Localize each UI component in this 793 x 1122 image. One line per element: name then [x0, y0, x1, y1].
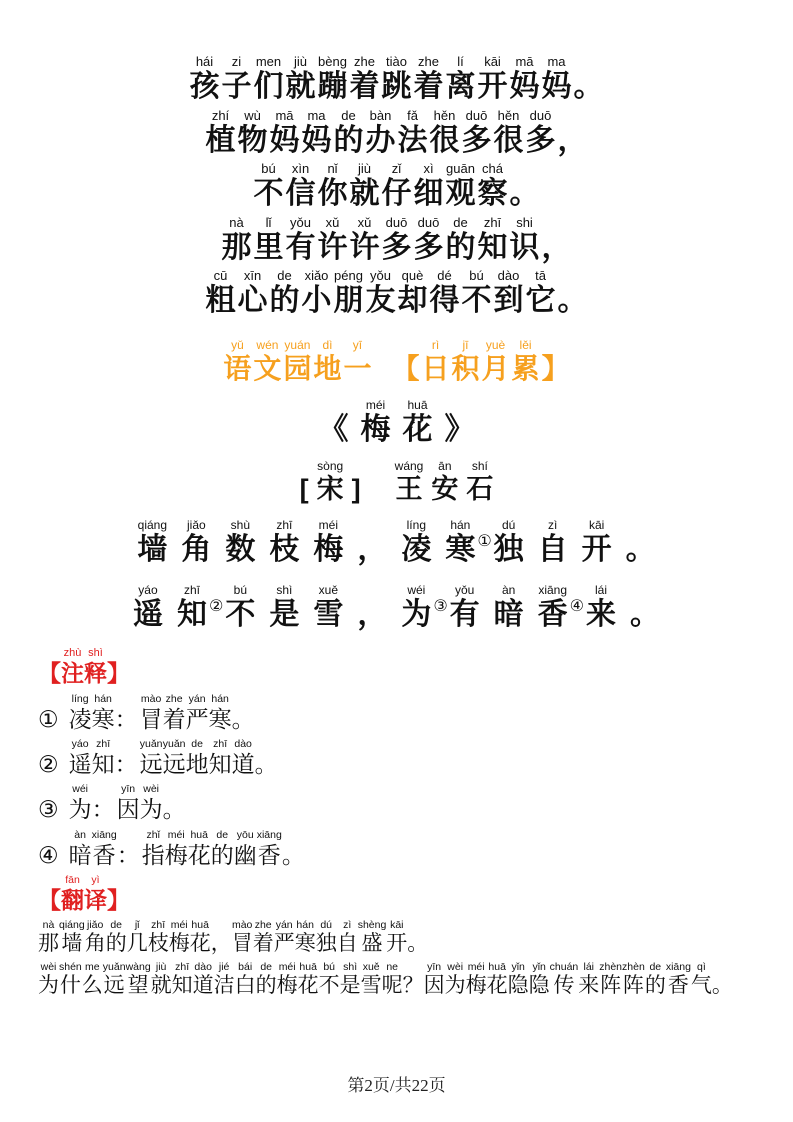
ruby-char: 隐yǐn	[507, 960, 529, 997]
translation-section	[0, 874, 793, 997]
note-item	[38, 693, 771, 732]
ruby-char: 梅méi	[360, 398, 391, 447]
intro-line-5	[0, 268, 793, 318]
ruby-char: 》	[444, 413, 475, 447]
note-item	[38, 783, 771, 822]
ruby-char: 墙qiáng	[59, 919, 85, 956]
ruby-char: 阵zhèn	[622, 960, 645, 997]
intro-poem-block	[0, 54, 793, 318]
ruby-char: 】	[107, 660, 130, 687]
ruby-char: 指zhǐ	[141, 828, 165, 868]
ruby-char: 。	[231, 705, 255, 732]
ruby-char: 很hěn	[429, 107, 460, 157]
intro-line-1	[0, 54, 793, 104]
ruby-char: 望wàng	[125, 960, 151, 997]
ruby-char: 雪xuě	[360, 960, 382, 997]
ruby-char: 多duō	[525, 107, 556, 157]
superscript-note-marker: ②	[208, 597, 224, 615]
ruby-char: 远yuǎn	[162, 737, 186, 777]
ruby-char: 小xiǎo	[301, 268, 332, 318]
ruby-char: 译yì	[84, 873, 107, 913]
page-number: 第2页/共22页	[347, 1076, 446, 1095]
ruby-char: 知zhī	[91, 737, 115, 777]
ruby-char: 察chá	[477, 161, 508, 211]
ruby-char: 地de	[185, 737, 209, 777]
ruby-char: 数shù	[225, 518, 256, 567]
ruby-char: 着zhe	[413, 54, 444, 103]
poem-author	[0, 459, 793, 504]
ruby-char: 自zì	[336, 919, 358, 956]
ruby-char: 】	[541, 352, 570, 384]
ruby-char: ：	[116, 841, 140, 868]
ruby-char: 蹦bèng	[317, 54, 348, 103]
note-definition	[139, 737, 278, 777]
ruby-char: 那nà	[38, 919, 59, 956]
poem-title	[0, 398, 793, 447]
ruby-char: 多duō	[381, 214, 412, 264]
ruby-char: 。	[407, 932, 429, 956]
ruby-char: 妈ma	[541, 54, 572, 103]
ruby-char: 《	[318, 413, 349, 447]
ruby-char: 。	[573, 70, 604, 103]
poem-title-text	[0, 398, 793, 447]
ruby-char: 办bàn	[365, 107, 396, 157]
ruby-char: 孩hái	[189, 54, 220, 103]
note-term	[68, 737, 138, 777]
ruby-char: 独dú	[315, 919, 337, 956]
ruby-char: 气qì	[690, 960, 712, 997]
ruby-char: 阵zhèn	[599, 960, 623, 997]
ruby-char: 枝zhī	[147, 919, 169, 956]
ruby-char: 开kāi	[477, 54, 508, 103]
ruby-char: 的de	[644, 960, 666, 997]
ruby-char: 们men	[253, 54, 284, 103]
note-term	[68, 828, 140, 868]
page-footer	[0, 1071, 793, 1096]
ruby-char: 开kāi	[581, 518, 612, 567]
ruby-char: 石shí	[466, 458, 494, 504]
poem-line-1	[0, 518, 793, 567]
ruby-char: 。	[711, 973, 733, 997]
ruby-char: 妈mā	[269, 107, 300, 157]
ruby-char: 洁jié	[213, 960, 235, 997]
ruby-char: 严yán	[185, 692, 209, 732]
section-heading	[0, 338, 793, 384]
ruby-char: 月yuè	[481, 337, 510, 384]
ruby-char: 凌líng	[68, 692, 92, 732]
ruby-char: 许xǔ	[349, 214, 380, 264]
section-heading-text	[0, 338, 793, 384]
ruby-char: 跳tiào	[381, 54, 412, 103]
ruby-char: 幽yōu	[233, 828, 257, 868]
ruby-char: 到dào	[493, 268, 524, 318]
ruby-char: 遥yáo	[132, 582, 163, 631]
ruby-char: 植zhí	[205, 107, 236, 157]
ruby-char: ：	[114, 705, 138, 732]
note-definition	[116, 783, 186, 823]
note-definition	[141, 828, 305, 868]
ruby-char: 释shì	[84, 647, 107, 687]
ruby-char: 妈mā	[509, 54, 540, 103]
ruby-char: 物wù	[237, 107, 268, 157]
notes-header	[38, 647, 771, 686]
ruby-char: 观guān	[445, 161, 476, 211]
translation-line-1	[38, 919, 771, 956]
ruby-char: 花huā	[187, 828, 211, 868]
ruby-char: ，	[541, 230, 572, 264]
ruby-char: 的de	[255, 960, 277, 997]
ruby-char: 的de	[269, 268, 300, 318]
ruby-char: 多duō	[413, 214, 444, 264]
ruby-char: 墙qiáng	[137, 518, 168, 567]
ruby-char: 角jiǎo	[181, 518, 212, 567]
ruby-char: 为wèi	[444, 960, 466, 997]
ruby-char: 么me	[81, 960, 103, 997]
ruby-char: 远yuǎn	[102, 960, 126, 997]
ruby-char: 冒mào	[139, 692, 163, 732]
ruby-char: 信xìn	[285, 161, 316, 211]
translation-line-2	[38, 961, 771, 998]
note-item	[38, 829, 771, 868]
ruby-char: 知zhī	[171, 960, 193, 997]
ruby-char: [	[299, 473, 309, 504]
ruby-char: 因yīn	[116, 783, 140, 823]
ruby-char: 暗àn	[493, 582, 524, 631]
ruby-char: 知zhī	[176, 582, 207, 631]
ruby-char: 安ān	[431, 458, 459, 504]
ruby-char: 来lái	[586, 582, 617, 631]
ruby-char: 不bú	[225, 582, 256, 631]
ruby-char: 寒hán	[91, 692, 115, 732]
ruby-char: 梅méi	[276, 960, 298, 997]
superscript-note-marker: ③	[433, 597, 448, 615]
ruby-char: 【	[38, 660, 61, 687]
ruby-char: 凌líng	[401, 518, 432, 567]
ruby-char: 。	[281, 841, 305, 868]
ruby-char: 就jiù	[150, 960, 172, 997]
poem-line-2	[0, 583, 793, 632]
ruby-char: 的de	[210, 828, 234, 868]
superscript-note-marker: ④	[569, 597, 585, 615]
ruby-char: ，	[557, 123, 588, 157]
ruby-char: 自zì	[537, 518, 568, 567]
ruby-char: 开kāi	[386, 919, 408, 956]
note-term	[68, 783, 115, 823]
ruby-char: 它tā	[525, 268, 556, 318]
ruby-char: 梅méi	[313, 518, 344, 567]
ruby-char: 知zhī	[208, 737, 232, 777]
ruby-char: 语yǔ	[223, 337, 252, 384]
ruby-char: 盛shèng	[357, 919, 387, 956]
ruby-char: 友yǒu	[365, 268, 396, 318]
ruby-char: 几jǐ	[126, 919, 148, 956]
ruby-char: 梅méi	[164, 828, 188, 868]
ruby-char: 着zhe	[349, 54, 380, 103]
ruby-char: 。	[509, 177, 540, 211]
ruby-char: 的de	[445, 214, 476, 264]
ruby-char: 花huā	[486, 960, 508, 997]
ruby-char: 。	[625, 533, 656, 567]
ruby-char: 文wén	[253, 337, 282, 384]
ruby-char: 香xiāng	[537, 582, 568, 631]
ruby-char: 香xiāng	[665, 960, 691, 997]
intro-line-3	[0, 161, 793, 211]
ruby-char: 来lái	[578, 960, 600, 997]
ruby-char: 就jiù	[349, 161, 380, 211]
note-definition	[139, 692, 255, 732]
ruby-char: 暗àn	[68, 828, 92, 868]
note-term	[68, 692, 138, 732]
ruby-char: 许xǔ	[317, 214, 348, 264]
ruby-char: 角jiǎo	[84, 919, 106, 956]
ruby-char: 独dú	[493, 518, 524, 567]
ruby-char: 却què	[397, 268, 428, 318]
ruby-char: 为wèi	[38, 960, 59, 997]
ruby-char: 有yǒu	[449, 582, 480, 631]
ruby-char: 【	[38, 886, 61, 913]
ruby-char: 不bú	[318, 960, 340, 997]
ruby-char: 日rì	[421, 337, 450, 384]
ruby-char: 是shì	[339, 960, 361, 997]
poem-body	[0, 518, 793, 631]
ruby-char: 心xīn	[237, 268, 268, 318]
ruby-char: 冒mào	[231, 919, 253, 956]
intro-line-2	[0, 108, 793, 158]
ruby-char: 【	[391, 352, 420, 384]
ruby-char: 隐yǐn	[528, 960, 550, 997]
ruby-char: 什shén	[59, 960, 82, 997]
intro-line-4	[0, 215, 793, 265]
ruby-char: 寒hán	[294, 919, 316, 956]
note-marker: ④	[38, 841, 59, 868]
ruby-char: 着zhe	[252, 919, 274, 956]
ruby-char: 的de	[333, 107, 364, 157]
ruby-char: 寒hán	[208, 692, 232, 732]
ruby-char: 就jiù	[285, 54, 316, 103]
superscript-note-marker: ①	[477, 533, 492, 551]
ruby-char: 那nà	[221, 214, 252, 264]
ruby-char: 枝zhī	[269, 518, 300, 567]
ruby-char: ，	[210, 932, 232, 956]
ruby-char: 道dào	[231, 737, 255, 777]
ruby-char: 梅méi	[465, 960, 487, 997]
ruby-char: ]	[351, 473, 361, 504]
ruby-char: 子zi	[221, 54, 252, 103]
ruby-char: 是shì	[269, 582, 300, 631]
ruby-char: 离lí	[445, 54, 476, 103]
ruby-char: 得dé	[429, 268, 460, 318]
ruby-char: 花huā	[189, 919, 211, 956]
ruby-char: 传chuán	[549, 960, 579, 997]
translation-header	[38, 874, 771, 913]
ruby-char: ：	[114, 750, 138, 777]
ruby-char: 翻fān	[61, 873, 84, 913]
ruby-char: 香xiāng	[256, 828, 282, 868]
ruby-char: 里lǐ	[253, 214, 284, 264]
notes-section	[0, 647, 793, 867]
ruby-char: 为wéi	[401, 582, 432, 631]
ruby-char: 地dì	[313, 337, 342, 384]
ruby-char: 为wéi	[68, 783, 92, 823]
ruby-char: 梅méi	[168, 919, 190, 956]
ruby-char: ？	[402, 973, 424, 997]
ruby-char: 宋sòng	[316, 458, 344, 504]
note-marker: ③	[38, 796, 59, 823]
ruby-char: 朋péng	[333, 268, 364, 318]
ruby-char: 严yán	[273, 919, 295, 956]
poem-author-text	[0, 459, 793, 504]
ruby-char: 呢ne	[381, 960, 403, 997]
ruby-char: 很hěn	[493, 107, 524, 157]
ruby-char: 一yī	[343, 337, 372, 384]
ruby-char: ，	[357, 597, 388, 631]
ruby-char: 为wèi	[139, 783, 163, 823]
ruby-char: 道dào	[192, 960, 214, 997]
ruby-char: 累lěi	[511, 337, 540, 384]
ruby-char: 着zhe	[162, 692, 186, 732]
ruby-char: 花huā	[297, 960, 319, 997]
ruby-char: 遥yáo	[68, 737, 92, 777]
ruby-char: 不bú	[253, 161, 284, 211]
ruby-char: 你nǐ	[317, 161, 348, 211]
ruby-char: 有yǒu	[285, 214, 316, 264]
note-item	[38, 738, 771, 777]
ruby-char: ：	[91, 796, 115, 823]
ruby-char: 。	[162, 796, 186, 823]
ruby-char: 粗cū	[205, 268, 236, 318]
ruby-char: 法fǎ	[397, 107, 428, 157]
ruby-char: 雪xuě	[313, 582, 344, 631]
ruby-char: 积jī	[451, 337, 480, 384]
ruby-char: 注zhù	[61, 647, 84, 687]
ruby-char: 远yuǎn	[139, 737, 163, 777]
ruby-char: 花huā	[402, 398, 433, 447]
ruby-char: 寒hán	[445, 518, 476, 567]
ruby-char: 王wáng	[394, 458, 424, 504]
ruby-char: 。	[630, 597, 661, 631]
ruby-char: 。	[254, 750, 278, 777]
ruby-char: 不bú	[461, 268, 492, 318]
ruby-char: 识shi	[509, 214, 540, 264]
ruby-char: 多duō	[461, 107, 492, 157]
ruby-char: 知zhī	[477, 214, 508, 264]
ruby-char: 】	[107, 886, 130, 913]
note-marker: ②	[38, 750, 59, 777]
ruby-char: 细xì	[413, 161, 444, 211]
ruby-char: 仔zǐ	[381, 161, 412, 211]
ruby-char: 。	[557, 284, 588, 318]
ruby-char: 白bái	[234, 960, 256, 997]
ruby-char: 园yuán	[283, 337, 312, 384]
ruby-char: 的de	[105, 919, 127, 956]
note-marker: ①	[38, 705, 59, 732]
ruby-char: ，	[357, 533, 388, 567]
ruby-char: 香xiāng	[91, 828, 117, 868]
ruby-char: 因yīn	[423, 960, 445, 997]
ruby-char: 妈ma	[301, 107, 332, 157]
